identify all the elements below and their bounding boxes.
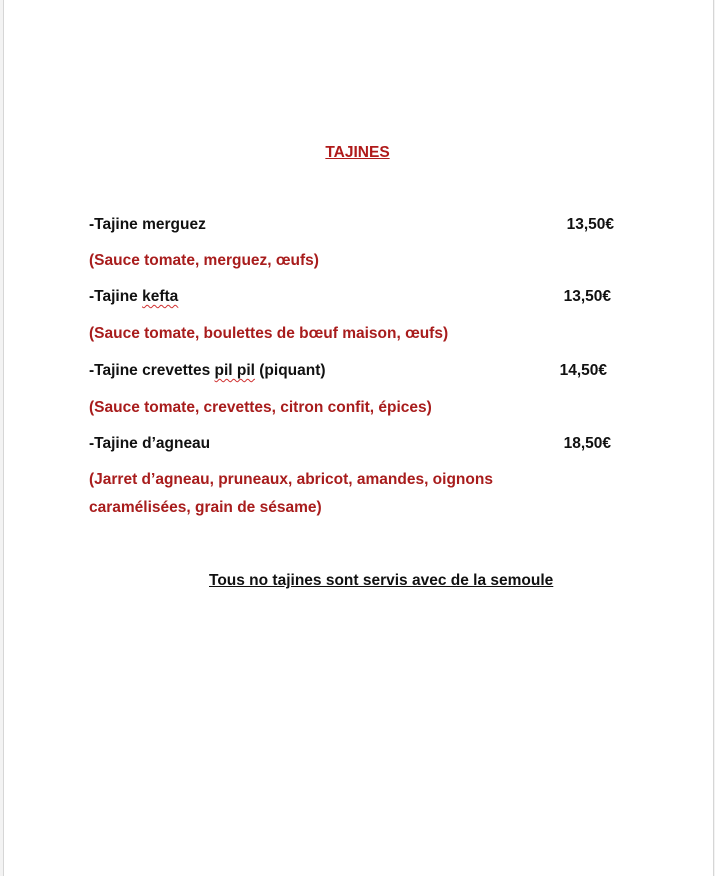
menu-item-description: (Sauce tomate, crevettes, citron confit, épices)	[89, 399, 432, 416]
item-name-text: -Tajine	[89, 216, 143, 233]
section-title: TAJINES	[325, 144, 390, 161]
menu-item-price: 13,50€	[563, 288, 611, 305]
item-name-text: -Tajine crevettes	[89, 362, 215, 379]
menu-item-price: 18,50€	[563, 435, 611, 452]
item-name-text: -Tajine	[89, 288, 143, 305]
menu-item-name: -Tajine d’agneau	[89, 435, 211, 452]
menu-item-name	[89, 216, 206, 234]
menu-item-price: 14,50€	[559, 362, 607, 379]
menu-item-description: (Jarret d’agneau, pruneaux, abricot, amandes, oignons	[89, 471, 493, 488]
menu-item-name	[89, 362, 326, 380]
menu-item-description: caramélisées, grain de sésame)	[89, 499, 322, 516]
spellcheck-flagged-word[interactable]: kefta	[142, 288, 179, 305]
item-name-text: merguez	[142, 216, 206, 233]
spellcheck-flagged-word[interactable]: pil pil	[214, 362, 255, 379]
item-name-text: (piquant)	[254, 362, 326, 379]
footer-note: Tous no tajines sont servis avec de la semoule	[209, 572, 554, 589]
menu-item-name	[89, 288, 178, 306]
menu-item-description: (Sauce tomate, merguez, œufs)	[89, 252, 319, 269]
menu-item-price: 13,50€	[566, 216, 614, 233]
menu-item-description: (Sauce tomate, boulettes de bœuf maison, œufs)	[89, 325, 449, 342]
